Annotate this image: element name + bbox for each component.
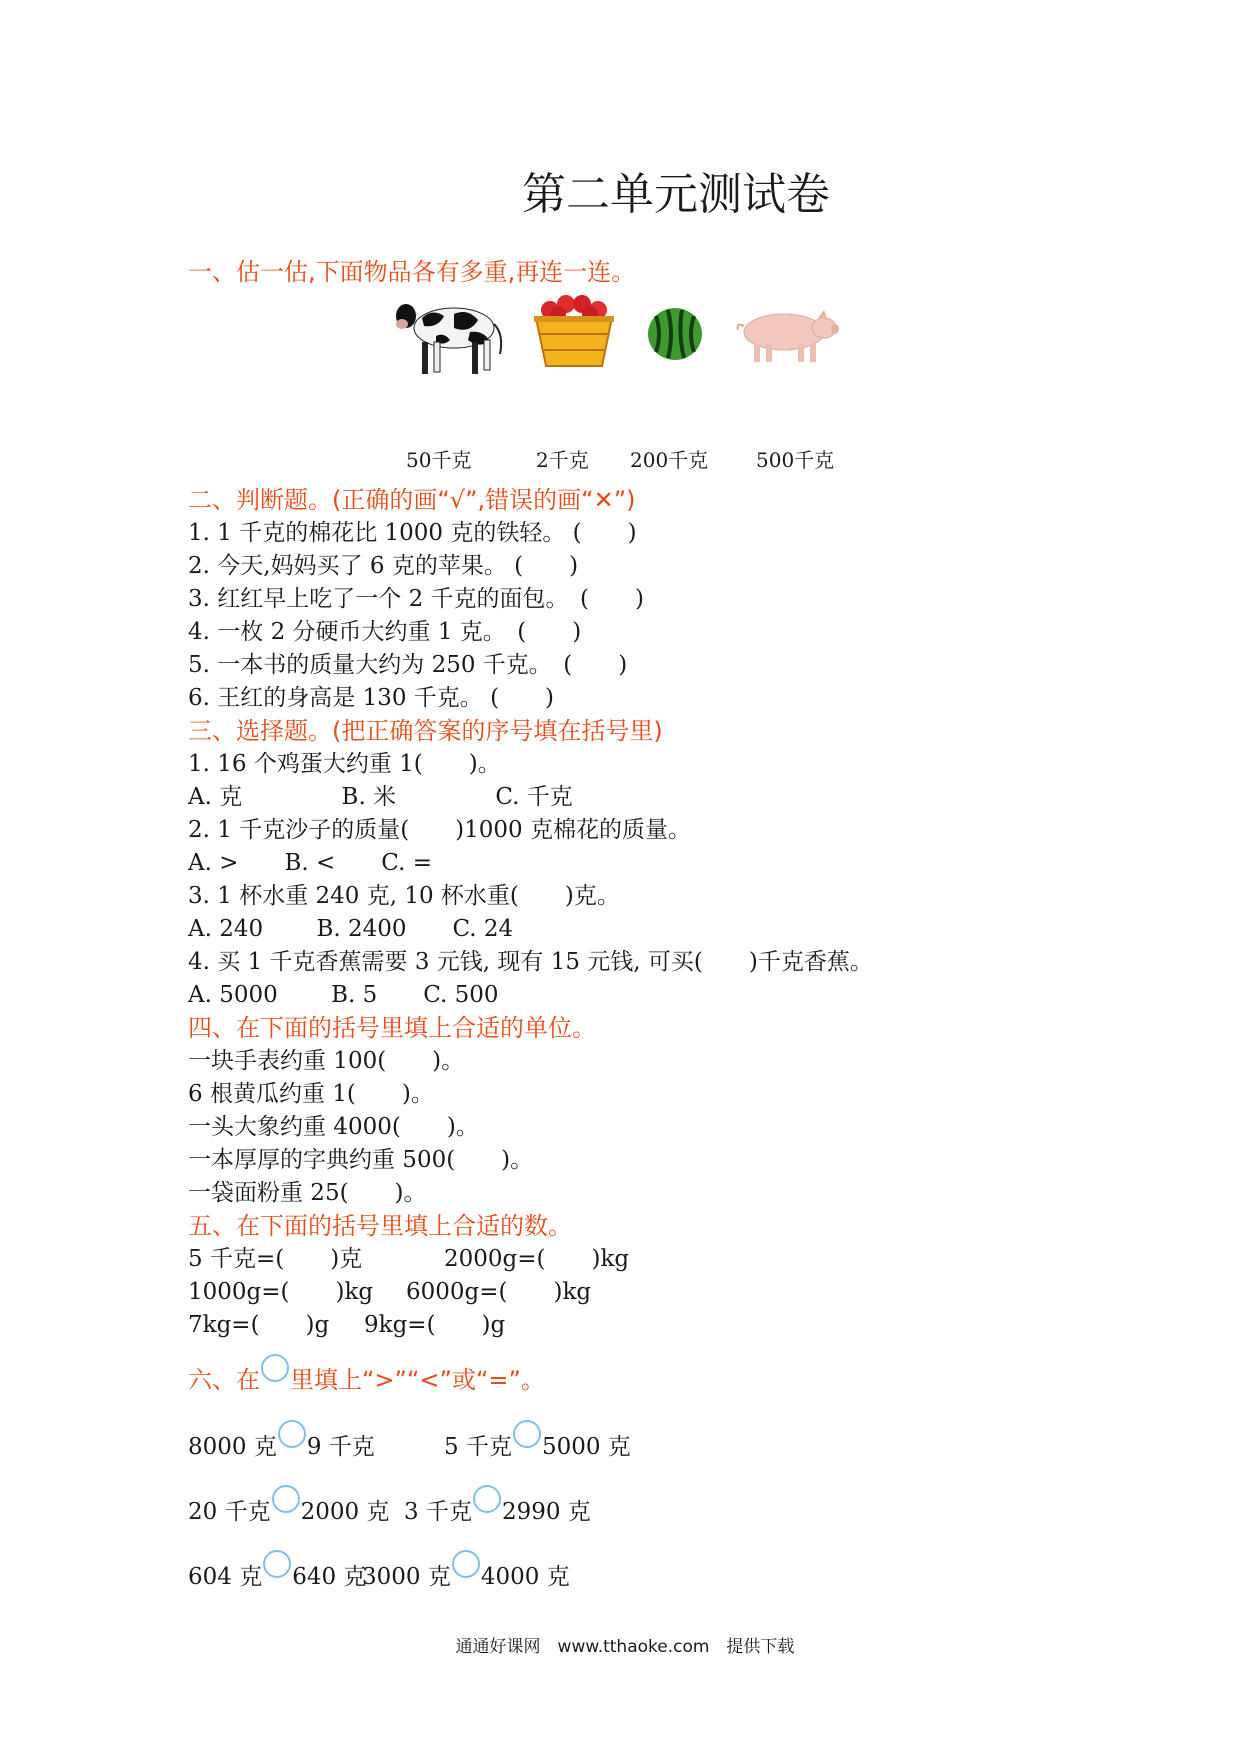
unit-item: 一头大象约重 4000( )。 xyxy=(188,1114,479,1140)
comparison-right: 2990 克 xyxy=(501,1499,591,1525)
section-3-heading: 三、选择题。(把正确答案的序号填在括号里) xyxy=(188,717,663,745)
comparison-left: 3000 克 xyxy=(362,1564,451,1590)
fill-number-item: 2000g=( )kg xyxy=(444,1246,630,1272)
comparison-left: 5 千克 xyxy=(444,1434,512,1460)
weight-option: 200千克 xyxy=(630,448,709,472)
page-title: 第二单元测试卷 xyxy=(522,169,830,220)
choice-question: 4. 买 1 千克香蕉需要 3 元钱, 现有 15 元钱, 可买( )千克香蕉。 xyxy=(188,949,873,975)
choice-question: 2. 1 千克沙子的质量( )1000 克棉花的质量。 xyxy=(188,817,691,843)
answer-circle-icon xyxy=(261,1354,289,1382)
comparison-right: 2000 克 xyxy=(300,1499,390,1525)
answer-circle-icon[interactable] xyxy=(513,1420,541,1448)
answer-circle-icon[interactable] xyxy=(473,1485,501,1513)
answer-circle-icon[interactable] xyxy=(278,1420,306,1448)
choice-options: A. > B. < C. = xyxy=(188,850,432,876)
weight-option: 500千克 xyxy=(756,448,835,472)
watermelon-image xyxy=(646,306,704,362)
section-2-heading: 二、判断题。(正确的画“√”,错误的画“✕”) xyxy=(188,486,636,514)
comparison-left: 604 克 xyxy=(188,1564,263,1590)
judge-item: 3. 红红早上吃了一个 2 千克的面包。 ( ) xyxy=(188,586,644,612)
answer-circle-icon[interactable] xyxy=(452,1550,480,1578)
choice-options: A. 5000 B. 5 C. 500 xyxy=(188,982,499,1008)
answer-circle-icon[interactable] xyxy=(263,1550,291,1578)
choice-options: A. 克 B. 米 C. 千克 xyxy=(188,784,573,810)
fill-number-item: 7kg=( )g xyxy=(188,1312,330,1338)
unit-item: 一块手表约重 100( )。 xyxy=(188,1048,465,1074)
section-6-heading-post: 里填上“>”“<”或“=”。 xyxy=(290,1366,545,1394)
comparison-item xyxy=(188,1485,389,1526)
comparison-right: 9 千克 xyxy=(306,1434,375,1460)
unit-item: 6 根黄瓜约重 1( )。 xyxy=(188,1081,434,1107)
comparison-item xyxy=(404,1485,591,1526)
section-4-heading: 四、在下面的括号里填上合适的单位。 xyxy=(188,1014,596,1042)
footer-text: 通通好课网 www.tthaoke.com 提供下载 xyxy=(455,1637,795,1657)
comparison-right: 5000 克 xyxy=(541,1434,631,1460)
fill-number-item: 9kg=( )g xyxy=(364,1312,506,1338)
judge-item: 2. 今天,妈妈买了 6 克的苹果。 ( ) xyxy=(188,553,579,579)
section-5-heading: 五、在下面的括号里填上合适的数。 xyxy=(188,1212,572,1240)
judge-item: 4. 一枚 2 分硬币大约重 1 克。 ( ) xyxy=(188,619,582,645)
unit-item: 一本厚厚的字典约重 500( )。 xyxy=(188,1147,534,1173)
judge-item: 5. 一本书的质量大约为 250 千克。 ( ) xyxy=(188,652,628,678)
weight-option: 50千克 xyxy=(406,448,472,472)
comparison-item xyxy=(444,1420,631,1461)
choice-options: A. 240 B. 2400 C. 24 xyxy=(188,916,514,942)
pig-image xyxy=(732,302,840,366)
fill-number-item: 6000g=( )kg xyxy=(406,1279,592,1305)
comparison-item xyxy=(188,1550,366,1591)
choice-question: 1. 16 个鸡蛋大约重 1( )。 xyxy=(188,751,501,777)
section-6-heading xyxy=(188,1354,545,1395)
cow-image xyxy=(392,292,514,380)
unit-item: 一袋面粉重 25( )。 xyxy=(188,1180,427,1206)
comparison-right: 4000 克 xyxy=(480,1564,570,1590)
weight-option: 2千克 xyxy=(536,448,589,472)
judge-item: 6. 王红的身高是 130 千克。 ( ) xyxy=(188,685,555,711)
section-6-heading-pre: 六、在 xyxy=(188,1366,260,1394)
comparison-item xyxy=(188,1420,375,1461)
section-1-heading: 一、估一估,下面物品各有多重,再连一连。 xyxy=(188,258,636,286)
fill-number-item: 1000g=( )kg xyxy=(188,1279,374,1305)
apple-basket-image xyxy=(532,290,616,372)
fill-number-item: 5 千克=( )克 xyxy=(188,1246,363,1272)
answer-circle-icon[interactable] xyxy=(272,1485,300,1513)
comparison-left: 20 千克 xyxy=(188,1499,271,1525)
comparison-item xyxy=(362,1550,570,1591)
choice-question: 3. 1 杯水重 240 克, 10 杯水重( )克。 xyxy=(188,883,620,909)
comparison-left: 3 千克 xyxy=(404,1499,472,1525)
judge-item: 1. 1 千克的棉花比 1000 克的铁轻。 ( ) xyxy=(188,520,637,546)
comparison-left: 8000 克 xyxy=(188,1434,277,1460)
comparison-right: 640 克 xyxy=(292,1564,367,1590)
